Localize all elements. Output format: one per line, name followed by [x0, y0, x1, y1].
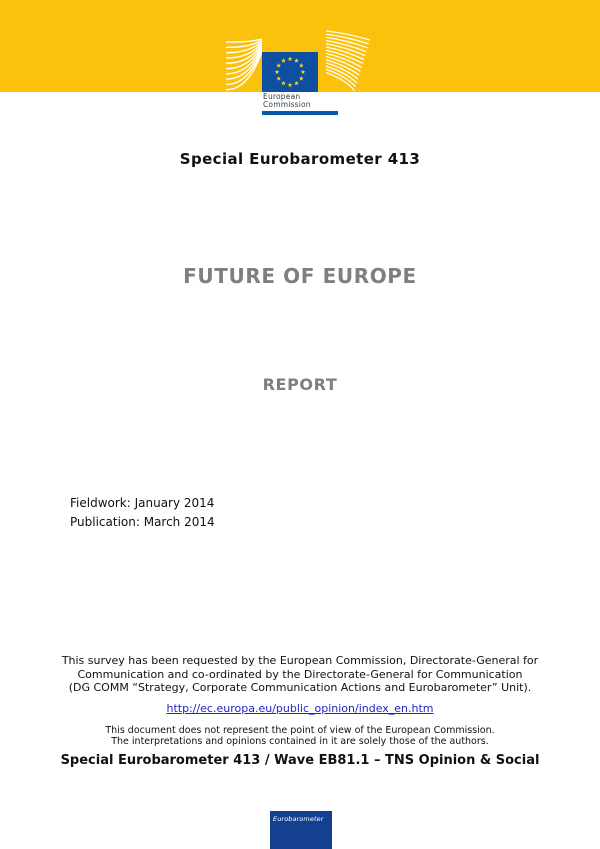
flag-stripes-right-icon	[326, 30, 372, 92]
disclaimer	[0, 726, 600, 747]
request-note-line1: This survey has been requested by the European Commission, Directorate-General for	[61, 654, 539, 667]
eu-flag-icon	[262, 52, 318, 92]
public-opinion-link[interactable]: http://ec.europa.eu/public_opinion/index_en.htm	[166, 702, 434, 715]
ec-logo-underline	[262, 111, 338, 115]
series-title: Special Eurobarometer 413	[179, 150, 421, 168]
ec-logo-wordmark	[263, 93, 311, 109]
eurobarometer-label: Eurobarometer	[273, 815, 324, 823]
flag-stripes-left-icon	[226, 38, 262, 92]
request-note	[0, 654, 600, 695]
public-opinion-link-line	[0, 702, 600, 715]
request-note-line3: (DG COMM “Strategy, Corporate Communication Actions and Eurobarometer” Unit).	[68, 681, 532, 695]
disclaimer-line2: The interpretations and opinions contained in it are solely those of the authors.	[111, 735, 489, 747]
request-note-line2: Communication and co-ordinated by the Directorate-General for Communication	[77, 667, 523, 681]
ec-logo-line1: European	[263, 92, 301, 101]
publication-date: Publication: March 2014	[70, 515, 215, 529]
wave-line: Special Eurobarometer 413 / Wave EB81.1 – TNS Opinion & Social	[60, 753, 540, 768]
ec-logo-line2: Commission	[263, 99, 311, 109]
eurobarometer-box	[270, 811, 332, 849]
report-subtitle: REPORT	[262, 375, 338, 394]
main-title: FUTURE OF EUROPE	[183, 264, 417, 288]
fieldwork-date: Fieldwork: January 2014	[70, 496, 215, 510]
disclaimer-line1: This document does not represent the point of view of the European Commission.	[105, 725, 495, 736]
